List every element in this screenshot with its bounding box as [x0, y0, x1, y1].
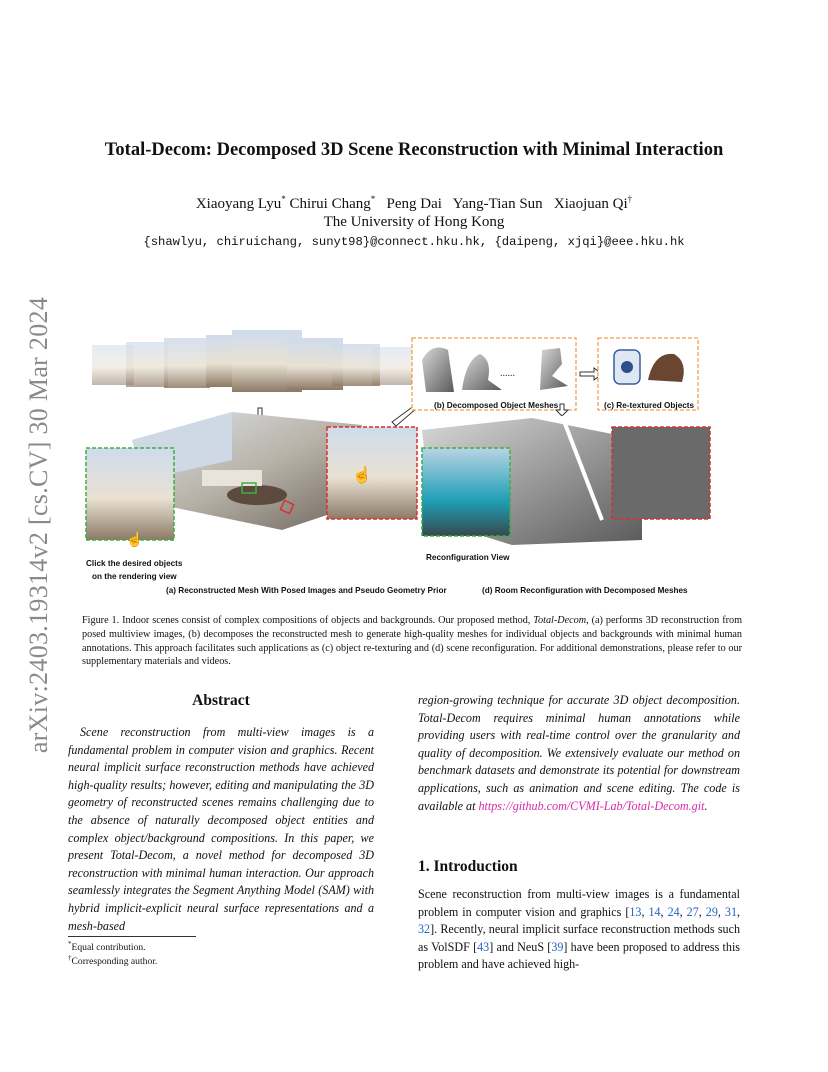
arxiv-stamp	[14, 285, 64, 765]
hand-cursor-icon: ☝	[352, 467, 372, 484]
code-link[interactable]: https://github.com/CVMI-Lab/Total-Decom.git	[478, 798, 705, 813]
citation-link[interactable]: 43	[477, 939, 490, 954]
author: Xiaojuan Qi	[553, 196, 628, 212]
author-mark: *	[370, 194, 376, 204]
intro-text: ] have been proposed to address this problem and have achieved high-	[418, 939, 741, 972]
footnote-text: Corresponding author.	[71, 956, 158, 968]
reconfiguration-view-panel	[422, 448, 510, 536]
sep: ,	[698, 904, 706, 919]
figure-1	[82, 330, 742, 602]
dots-text: ......	[500, 368, 515, 379]
author-mark: †	[627, 194, 633, 204]
intro-heading: 1. Introduction	[418, 858, 518, 875]
email-list: {shawlyu, chiruichang, sunyt98}@connect.hku.hk, {daipeng, xjqi}@eee.hku.hk	[143, 235, 685, 249]
citation-link[interactable]: 13	[629, 904, 642, 919]
abstract-right-column: region-growing technique for accurate 3D object decomposition. Total-Decom requires minimal human annotations while providing users with real-time control over the granularity and quality of decomposition. We extensively evaluate our method on benchmark datasets and demonstrate its potential for downstream applications, such as animation and scene editing. The code is available at https://github.com/CVMI-Lab/Total-Decom.git.	[418, 693, 740, 813]
citation-link[interactable]: 24	[667, 904, 680, 919]
citation-link[interactable]: 29	[705, 904, 718, 919]
author: Chirui Chang	[289, 196, 371, 212]
panel-a-label: (a) Reconstructed Mesh With Posed Images and Pseudo Geometry Prior	[166, 586, 447, 595]
footnote-mark: †	[68, 954, 72, 962]
selected-view-panel	[327, 427, 417, 519]
sep: ,	[641, 904, 649, 919]
author: Peng Dai	[386, 196, 442, 212]
citation-link[interactable]: 27	[686, 904, 699, 919]
caption-text-cont: , (a) performs 3D reconstruction from posed multiview images, (b) decomposes the reconstructed mesh to generate high-quality meshes for individual objects and backgrounds with minimal human annotations. This approach facilitates such applications as (c) object re-texturing and (d) scene reconfiguration. For additional demonstrations, please refer to our supplementary materials and videos.	[82, 615, 742, 668]
footnote-mark: *	[68, 940, 72, 948]
footnote	[68, 954, 157, 967]
citation-link[interactable]: 32	[418, 922, 431, 937]
posed-images-strip	[92, 330, 412, 392]
rendering-view-panel	[86, 448, 174, 548]
author-mark: *	[281, 194, 286, 204]
intro-text: ] and NeuS [	[489, 939, 552, 954]
citation-link[interactable]: 14	[648, 904, 661, 919]
sep: ,	[717, 904, 725, 919]
click-label-1: Click the desired objects	[86, 559, 183, 568]
footnote	[68, 940, 146, 953]
citation-link[interactable]: 31	[724, 904, 737, 919]
author: Xiaoyang Lyu	[195, 196, 282, 212]
intro-text: Scene reconstruction from multi-view images is a fundamental problem in computer vision and graphics [	[418, 887, 740, 919]
citation-link[interactable]: 39	[551, 939, 564, 954]
sep: ,	[679, 904, 687, 919]
intro-paragraph	[418, 886, 740, 974]
panel-d-label: (d) Room Reconfiguration with Decomposed Meshes	[482, 586, 688, 595]
caption-method: Total-Decom	[533, 615, 587, 626]
sep: ,	[660, 904, 668, 919]
retextured-objects-box	[598, 338, 698, 410]
sep: ,	[736, 904, 741, 919]
caption-text: Indoor scenes consist of complex compositions of objects and backgrounds. Our proposed method,	[122, 615, 534, 626]
figure-caption	[82, 614, 742, 669]
affiliation: The University of Hong Kong	[323, 214, 505, 230]
click-label-2: on the rendering view	[92, 572, 177, 581]
decomposed-objects-box	[412, 338, 576, 410]
reconfig-label: Reconfiguration View	[426, 553, 510, 562]
abstract-text: region-growing technique for accurate 3D object decomposition. Total-Decom requires minimal human annotations while providing users with real-time control over the granularity and quality of decomposition. We extensively evaluate our method on benchmark datasets and demonstrate its potential for downstream applications, such as animation and scene editing. The code is available at	[418, 693, 740, 813]
panel-c-label: (c) Re-textured Objects	[604, 401, 695, 410]
intro-text: ]. Recently, neural implicit surface reconstruction methods such as VolSDF [	[418, 922, 740, 954]
caption-label: Figure 1.	[82, 615, 120, 626]
author-list	[0, 194, 828, 213]
hand-cursor-icon: ☝	[126, 533, 144, 548]
footnote-text: Equal contribution.	[71, 942, 146, 954]
abstract-heading: Abstract	[192, 692, 250, 709]
arxiv-id: arXiv:2403.19314v2 [cs.CV] 30 Mar 2024	[24, 296, 53, 754]
paper-title: Total-Decom: Decomposed 3D Scene Reconstruction with Minimal Interaction	[104, 140, 724, 160]
author: Yang-Tian Sun	[452, 196, 543, 212]
abstract-left-column: Scene reconstruction from multi-view images is a fundamental problem in computer vision and graphics. Recent neural implicit surface reconstruction methods have achieved high-quality results; however, editing and manipulating the 3D geometry of reconstructed scenes remains challenging due to the absence of naturally decomposed object entities and complex object/background compositions. In this paper, we present Total-Decom, a novel method for decomposed 3D reconstruction with minimal human interaction. Our approach seamlessly integrates the Segment Anything Model (SAM) with hybrid implicit-explicit neural surface representations and a mesh-based	[68, 725, 374, 933]
panel-b-label: (b) Decomposed Object Meshes	[434, 401, 559, 410]
footnote-divider	[68, 936, 196, 937]
